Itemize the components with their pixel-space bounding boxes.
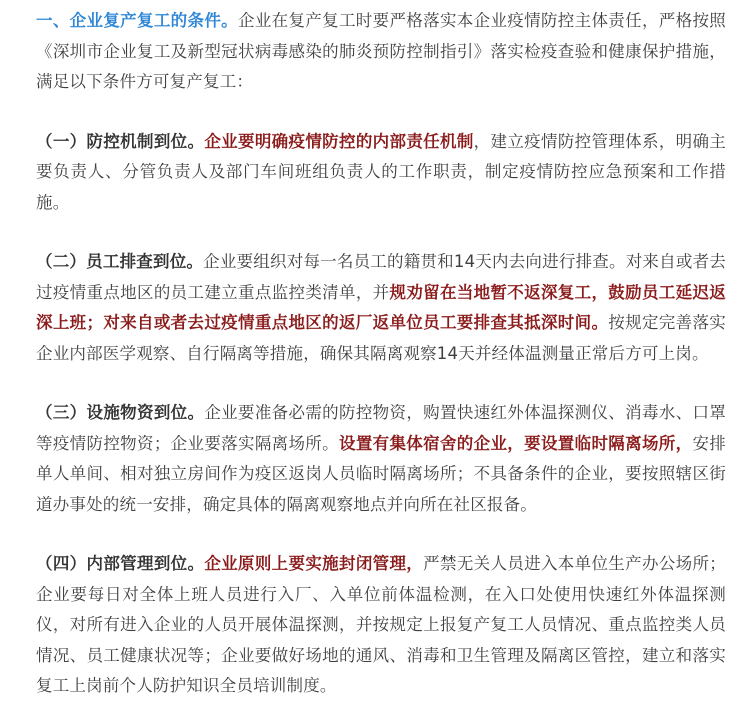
section-highlight-management: 企业原则上要实施封闭管理， — [204, 554, 424, 573]
paragraph-management — [36, 549, 726, 702]
section-heading-facilities: （三）设施物资到位。 — [36, 403, 205, 422]
section-text-after-staff-check: 按规定完善落实企业内部医学观察、自行隔离等措施，确保其隔离观察14天并经体温测量正常后方可上岗。 — [36, 313, 726, 363]
section-text-after-facilities: 安排单人单间、相对独立房间作为疫区返岗人员临时隔离场所；不具备条件的企业，要按照辖区街道办事处的统一安排，确定具体的隔离观察地点并向所在社区报备。 — [36, 433, 727, 514]
section-text-before-staff-check: 企业要组织对每一名员工的籍贯和14天内去向进行排查。对来自或者去过疫情重点地区的员工建立重点监控类清单，并 — [36, 252, 726, 302]
section-heading-staff-check: （二）员工排查到位。 — [36, 252, 204, 271]
paragraph-gap — [36, 520, 726, 549]
section-highlight-staff-check: 规劝留在当地暂不返深复工，鼓励员工延迟返深上班；对来自或者去过疫情重点地区的返厂返单位员工要排查其抵深时间。 — [36, 282, 727, 332]
section-text-management: 严禁无关人员进入本单位生产办公场所；企业要每日对全体上班人员进行入厂、入单位前体温检测，在入口处使用快速红外体温探测仪，对所有进入企业的人员开展体温探测，并按规定上报复产复工人员情况、重点监控类人员情况、员工健康状况等；企业要做好场地的通风、消毒和卫生管理及隔离区管控，建立和落实复工上岗前个人防护知识全员培训制度。 — [36, 554, 727, 695]
section-highlight-facilities: 设置有集体宿舍的企业，要设置临时隔离场所， — [338, 433, 693, 453]
section-text-before-facilities: 企业要准备必需的防控物资，购置快速红外体温探测仪、消毒水、口罩等疫情防控物资；企业要落实隔离场所。 — [36, 403, 727, 453]
section-text-conditions: 企业在复产复工时要严格落实本企业疫情防控主体责任，严格按照《深圳市企业复工及新型冠状病毒感染的肺炎预防控制指引》落实检疫查验和健康保护措施，满足以下条件方可复产复工： — [36, 11, 726, 91]
section-highlight-mechanism: 企业要明确疫情防控的内部责任机制 — [204, 131, 474, 151]
section-heading-conditions: 一、企业复产复工的条件。 — [36, 11, 238, 30]
section-heading-mechanism: （一）防控机制到位。 — [36, 131, 205, 151]
paragraph-gap — [36, 218, 726, 247]
section-text-mechanism: ，建立疫情防控管理体系，明确主要负责人、分管负责人及部门车间班组负责人的工作职责，制定疫情防控应急预案和工作措施。 — [36, 131, 727, 212]
paragraph-facilities — [36, 398, 726, 520]
paragraph-staff-check — [36, 247, 726, 369]
paragraph-mechanism — [36, 127, 726, 219]
section-heading-management: （四）内部管理到位。 — [36, 554, 205, 573]
paragraph-gap — [36, 98, 726, 127]
paragraph-conditions — [36, 6, 726, 98]
paragraph-gap — [36, 369, 726, 398]
